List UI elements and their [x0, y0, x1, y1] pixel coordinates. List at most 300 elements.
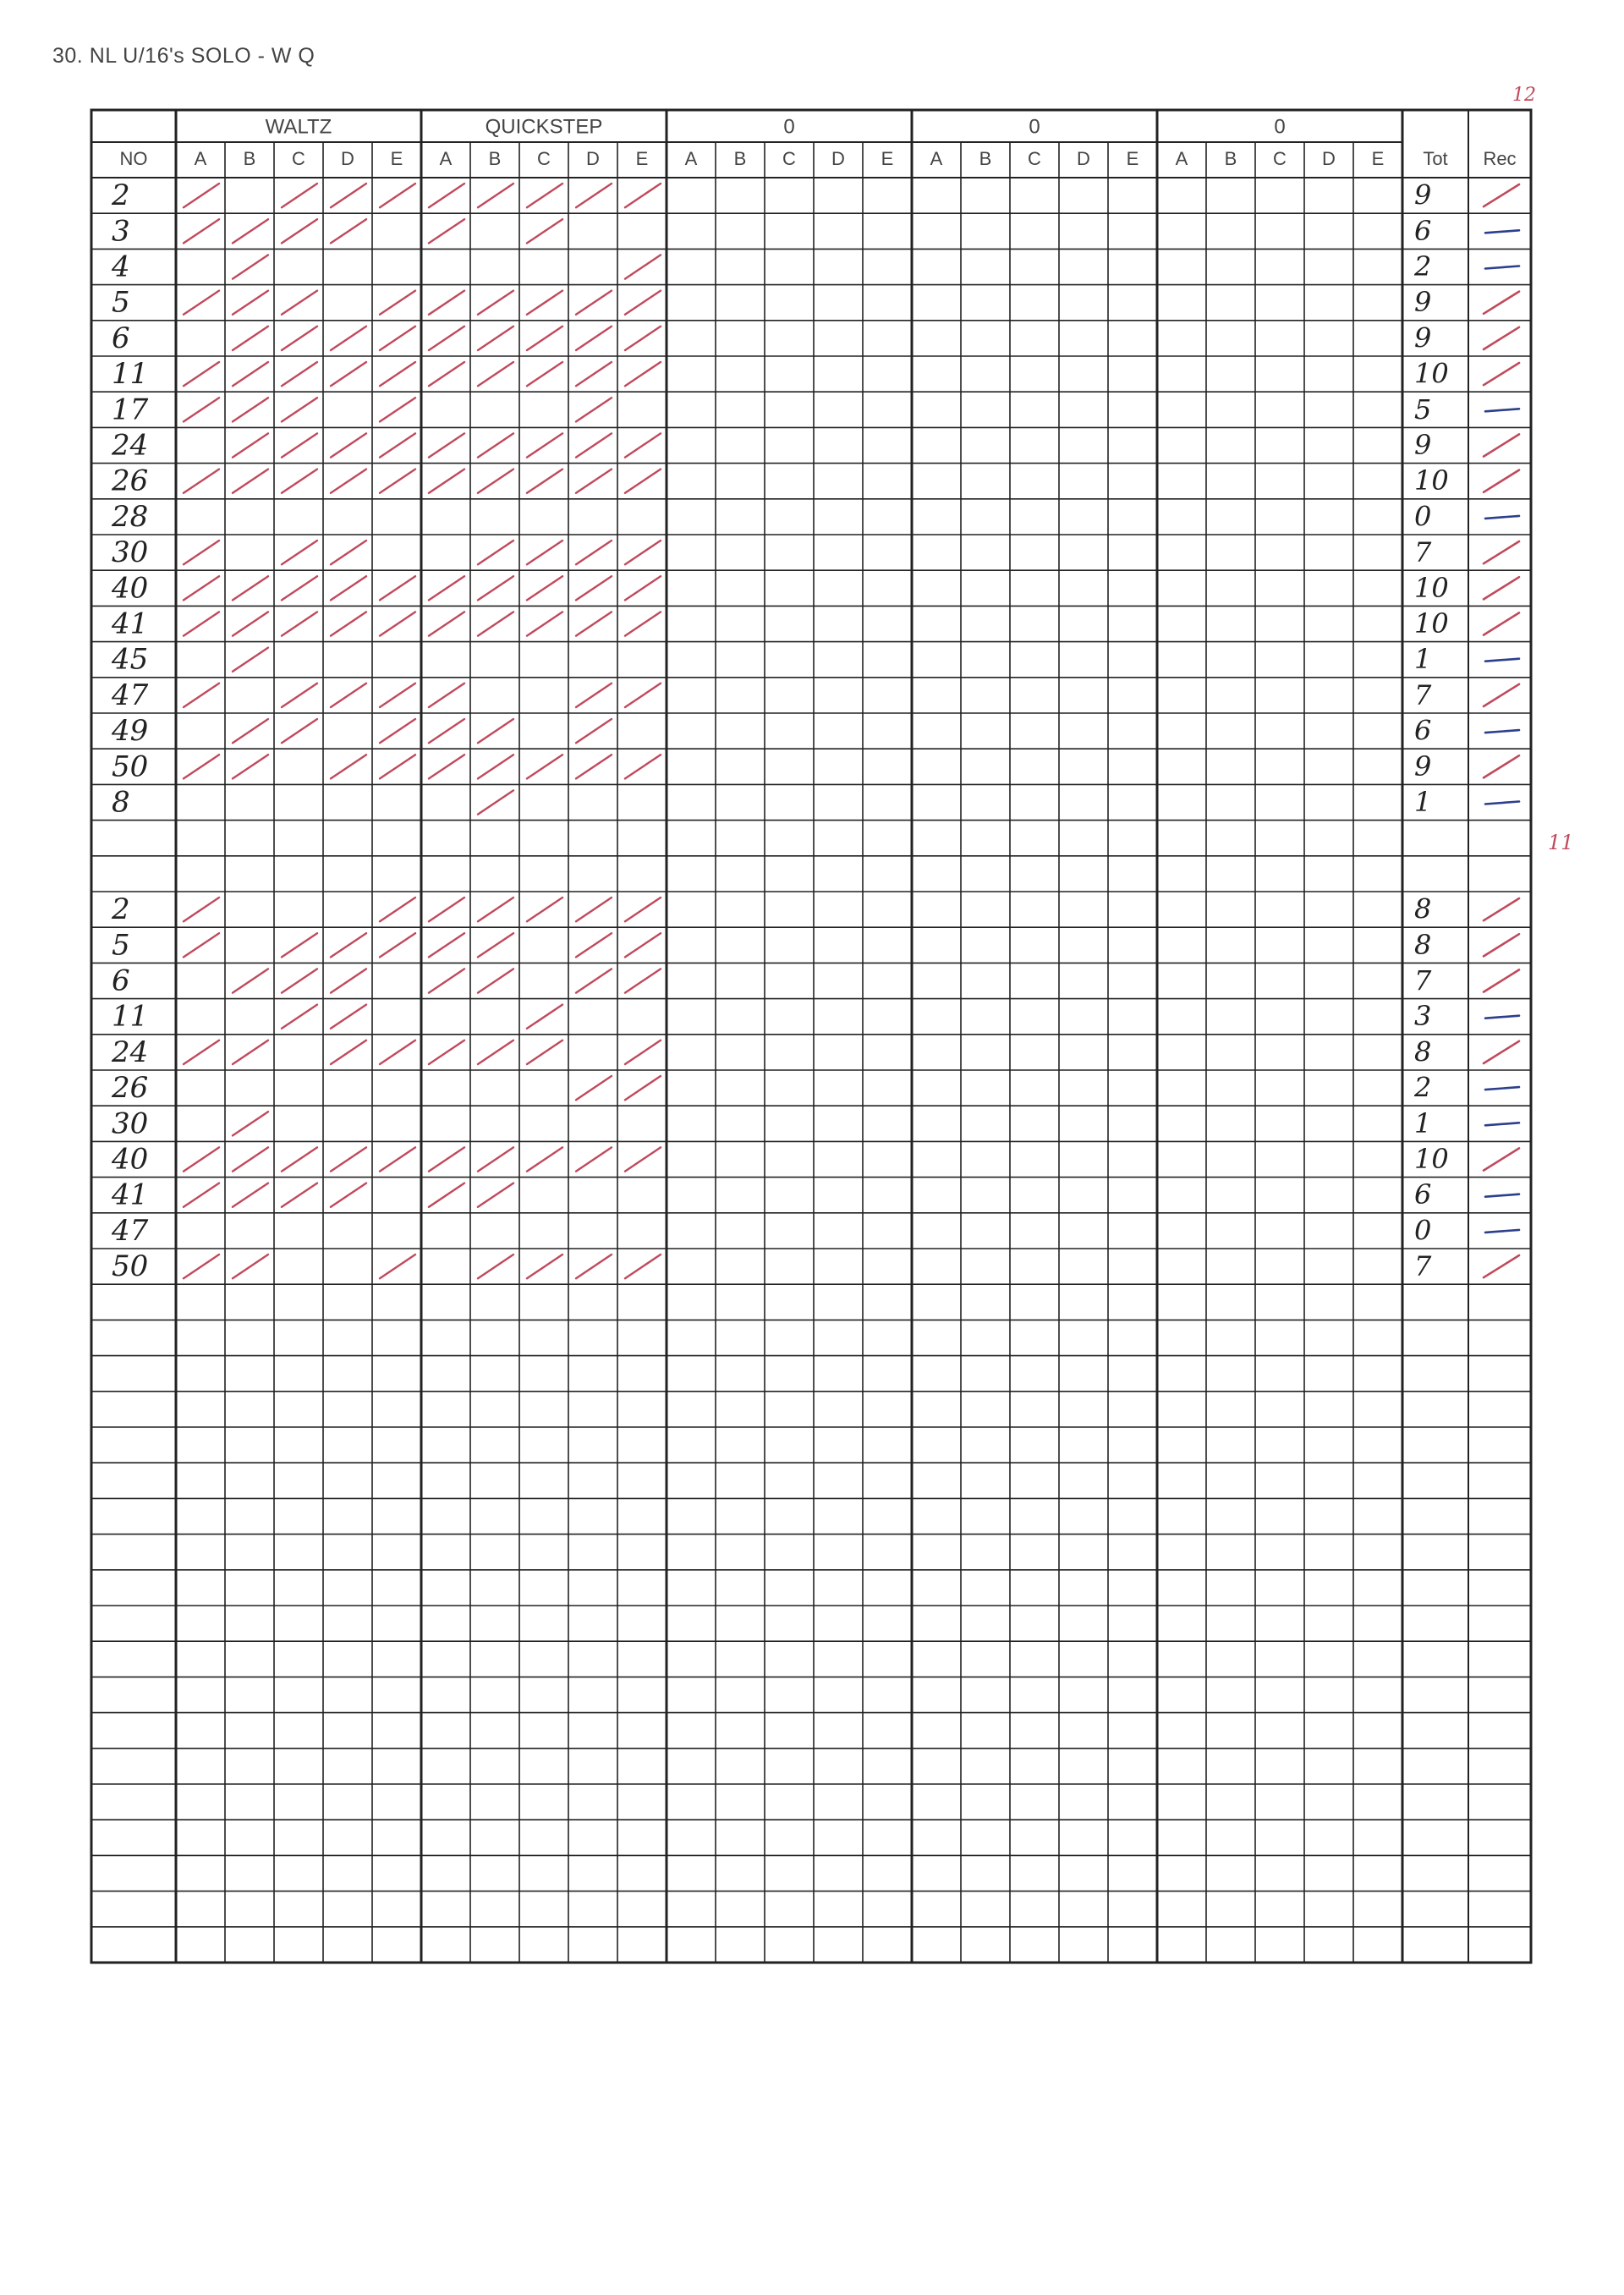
judge-tick-mark — [429, 612, 464, 635]
judge-tick-mark — [478, 933, 513, 957]
judge-tick-mark — [625, 327, 661, 350]
judge-header: A — [439, 147, 453, 169]
competitor-number: 28 — [112, 499, 149, 534]
recall-no-mark — [1485, 516, 1519, 519]
rec-header: Rec — [1483, 147, 1517, 169]
competitor-number: 17 — [112, 393, 149, 427]
judge-tick-mark — [429, 469, 464, 493]
total-score: 6 — [1414, 1178, 1432, 1211]
total-score: 0 — [1414, 1214, 1432, 1247]
judge-tick-mark — [233, 398, 268, 421]
judge-tick-mark — [625, 469, 661, 493]
competitor-number: 2 — [112, 178, 130, 213]
judge-tick-mark — [331, 469, 366, 493]
judge-tick-mark — [233, 755, 268, 778]
judge-tick-mark — [576, 541, 612, 564]
judge-tick-mark — [527, 612, 562, 635]
judge-tick-mark — [625, 969, 661, 992]
competitor-number: 26 — [112, 1071, 149, 1106]
total-score: 8 — [1414, 1035, 1432, 1068]
judge-tick-mark — [576, 1255, 612, 1278]
judge-tick-mark — [625, 933, 661, 957]
judge-tick-mark — [429, 755, 464, 778]
recall-yes-mark — [1484, 292, 1519, 314]
judge-tick-mark — [478, 719, 513, 743]
judge-tick-mark — [478, 541, 513, 564]
judge-header: C — [1273, 147, 1287, 169]
competitor-number: 45 — [112, 642, 149, 677]
judge-tick-mark — [429, 1183, 464, 1207]
recall-no-mark — [1485, 230, 1519, 233]
judge-tick-mark — [527, 541, 562, 564]
judge-tick-mark — [625, 576, 661, 600]
judge-tick-mark — [576, 933, 612, 957]
no-header: NO — [119, 147, 148, 169]
judge-tick-mark — [331, 684, 366, 707]
competitor-number: 6 — [112, 321, 130, 355]
judge-tick-mark — [282, 719, 317, 743]
recall-no-mark — [1485, 1087, 1519, 1090]
judge-tick-mark — [576, 969, 612, 992]
judge-header: D — [831, 147, 845, 169]
judge-tick-mark — [184, 1183, 219, 1207]
judge-tick-mark — [576, 576, 612, 600]
recall-no-mark — [1485, 802, 1519, 804]
judge-tick-mark — [282, 184, 317, 207]
judge-tick-mark — [331, 1005, 366, 1029]
judge-tick-mark — [380, 291, 415, 315]
recall-no-mark — [1485, 266, 1519, 269]
judge-tick-mark — [576, 291, 612, 315]
recall-yes-mark — [1484, 541, 1519, 563]
judge-tick-mark — [625, 255, 661, 278]
total-score: 2 — [1414, 1071, 1432, 1104]
judge-tick-mark — [478, 433, 513, 457]
judge-tick-mark — [478, 576, 513, 600]
judge-tick-mark — [331, 933, 366, 957]
judge-header: D — [341, 147, 354, 169]
recall-no-mark — [1485, 1230, 1519, 1233]
judge-tick-mark — [233, 576, 268, 600]
total-score: 2 — [1414, 250, 1432, 283]
judge-tick-mark — [331, 1147, 366, 1171]
judge-tick-mark — [331, 541, 366, 564]
judge-tick-mark — [380, 469, 415, 493]
total-score: 7 — [1414, 678, 1432, 711]
judge-tick-mark — [576, 1076, 612, 1100]
judge-tick-mark — [380, 612, 415, 635]
judge-header: B — [733, 147, 747, 169]
judge-tick-mark — [478, 184, 513, 207]
recall-yes-mark — [1484, 684, 1519, 706]
judge-tick-mark — [576, 327, 612, 350]
recall-no-mark — [1485, 1123, 1519, 1125]
judge-tick-mark — [184, 541, 219, 564]
judge-header: C — [292, 147, 305, 169]
judge-header: A — [930, 147, 943, 169]
judge-tick-mark — [282, 398, 317, 421]
recall-no-mark — [1485, 1016, 1519, 1018]
total-score: 9 — [1414, 178, 1432, 211]
judge-tick-mark — [331, 612, 366, 635]
judge-tick-mark — [478, 362, 513, 386]
competitor-number: 24 — [112, 428, 149, 463]
judge-tick-mark — [233, 1112, 268, 1135]
judge-tick-mark — [478, 1040, 513, 1064]
recall-yes-mark — [1484, 184, 1519, 206]
judge-tick-mark — [625, 755, 661, 778]
total-score: 10 — [1414, 1143, 1449, 1175]
judge-tick-mark — [429, 219, 464, 243]
judge-tick-mark — [380, 362, 415, 386]
judge-tick-mark — [429, 969, 464, 992]
judge-tick-mark — [380, 1040, 415, 1064]
judge-tick-mark — [184, 684, 219, 707]
judge-header: E — [881, 147, 894, 169]
judge-tick-mark — [184, 933, 219, 957]
judge-tick-mark — [527, 184, 562, 207]
judge-tick-mark — [233, 255, 268, 278]
sheet-border — [91, 110, 1531, 1963]
judge-tick-mark — [478, 1183, 513, 1207]
judge-tick-mark — [282, 327, 317, 350]
total-score: 7 — [1414, 535, 1432, 568]
dance-header: QUICKSTEP — [485, 115, 603, 139]
judge-tick-mark — [429, 184, 464, 207]
judge-tick-mark — [331, 1040, 366, 1064]
competitor-number: 11 — [112, 357, 149, 392]
judge-header: B — [243, 147, 256, 169]
judge-tick-mark — [233, 433, 268, 457]
total-score: 3 — [1414, 1000, 1432, 1033]
total-score: 1 — [1414, 643, 1432, 676]
total-score: 6 — [1414, 714, 1432, 747]
judge-tick-mark — [233, 969, 268, 992]
judge-tick-mark — [380, 576, 415, 600]
judge-header: C — [537, 147, 551, 169]
page-title: 30. NL U/16's SOLO - W Q — [52, 44, 315, 68]
dance-header: 0 — [1274, 115, 1286, 139]
recall-no-mark — [1485, 730, 1519, 733]
judge-tick-mark — [282, 541, 317, 564]
judge-tick-mark — [233, 1147, 268, 1171]
recall-yes-mark — [1484, 1148, 1519, 1170]
judge-tick-mark — [282, 291, 317, 315]
judge-tick-mark — [331, 362, 366, 386]
judge-tick-mark — [429, 1147, 464, 1171]
judge-tick-mark — [282, 362, 317, 386]
judge-tick-mark — [478, 612, 513, 635]
recall-yes-mark — [1484, 755, 1519, 777]
judge-tick-mark — [478, 898, 513, 921]
judge-tick-mark — [184, 576, 219, 600]
judge-tick-mark — [184, 291, 219, 315]
dance-header: 0 — [783, 115, 795, 139]
judge-tick-mark — [527, 1255, 562, 1278]
judge-tick-mark — [184, 1040, 219, 1064]
competitor-number: 4 — [112, 250, 130, 284]
judge-tick-mark — [429, 291, 464, 315]
competitor-number: 40 — [112, 1142, 149, 1177]
total-score: 9 — [1414, 429, 1432, 461]
competitor-number: 2 — [112, 892, 130, 927]
judge-header: B — [488, 147, 502, 169]
judge-tick-mark — [184, 398, 219, 421]
recall-yes-mark — [1484, 327, 1519, 349]
recall-no-mark — [1485, 1194, 1519, 1197]
dance-header: 0 — [1029, 115, 1040, 139]
judge-tick-mark — [282, 969, 317, 992]
total-score: 6 — [1414, 214, 1432, 247]
judge-tick-mark — [380, 933, 415, 957]
judge-tick-mark — [576, 398, 612, 421]
judge-tick-mark — [576, 433, 612, 457]
judge-tick-mark — [380, 327, 415, 350]
total-score: 7 — [1414, 1249, 1432, 1282]
judge-tick-mark — [527, 327, 562, 350]
judge-tick-mark — [527, 1040, 562, 1064]
judge-header: B — [979, 147, 992, 169]
total-score: 9 — [1414, 749, 1432, 782]
total-score: 10 — [1414, 464, 1449, 497]
judge-tick-mark — [527, 291, 562, 315]
competitor-number: 26 — [112, 464, 149, 498]
recall-yes-mark — [1484, 612, 1519, 634]
judge-tick-mark — [184, 1255, 219, 1278]
judge-tick-mark — [380, 433, 415, 457]
judge-tick-mark — [282, 1005, 317, 1029]
judge-header: C — [1028, 147, 1041, 169]
judge-tick-mark — [331, 576, 366, 600]
judge-tick-mark — [429, 327, 464, 350]
judge-tick-mark — [380, 184, 415, 207]
judge-tick-mark — [478, 790, 513, 814]
competitor-number: 50 — [112, 1249, 149, 1284]
judge-tick-mark — [429, 433, 464, 457]
competitor-number: 41 — [112, 607, 149, 641]
judge-tick-mark — [576, 755, 612, 778]
judge-tick-mark — [576, 719, 612, 743]
total-score: 5 — [1414, 393, 1432, 426]
judge-tick-mark — [331, 219, 366, 243]
judge-tick-mark — [527, 362, 562, 386]
judge-tick-mark — [282, 576, 317, 600]
competitor-number: 5 — [112, 285, 130, 320]
judge-tick-mark — [429, 719, 464, 743]
competitor-number: 49 — [112, 714, 149, 749]
judge-header: A — [1175, 147, 1188, 169]
competitor-number: 8 — [112, 785, 130, 820]
judge-tick-mark — [380, 898, 415, 921]
competitor-number: 5 — [112, 928, 130, 963]
competitor-number: 30 — [112, 535, 149, 570]
judge-tick-mark — [527, 1147, 562, 1171]
total-score: 0 — [1414, 500, 1432, 533]
judge-tick-mark — [625, 684, 661, 707]
competitor-number: 47 — [112, 678, 149, 712]
judge-tick-mark — [527, 1005, 562, 1029]
judge-tick-mark — [527, 433, 562, 457]
judge-tick-mark — [625, 1255, 661, 1278]
judge-tick-mark — [184, 184, 219, 207]
recall-yes-mark — [1484, 470, 1519, 492]
total-score: 10 — [1414, 357, 1449, 390]
total-score: 1 — [1414, 786, 1432, 818]
judge-tick-mark — [380, 719, 415, 743]
judge-tick-mark — [233, 362, 268, 386]
judge-header: B — [1224, 147, 1237, 169]
judge-tick-mark — [429, 576, 464, 600]
judge-tick-mark — [478, 755, 513, 778]
total-score: 9 — [1414, 321, 1432, 354]
judge-tick-mark — [478, 1255, 513, 1278]
judge-tick-mark — [380, 684, 415, 707]
judge-tick-mark — [380, 1147, 415, 1171]
judge-tick-mark — [282, 1147, 317, 1171]
judge-tick-mark — [184, 1147, 219, 1171]
dance-header: WALTZ — [265, 115, 332, 139]
judge-tick-mark — [625, 1040, 661, 1064]
judge-tick-mark — [380, 1255, 415, 1278]
judge-tick-mark — [331, 1183, 366, 1207]
judge-tick-mark — [625, 1147, 661, 1171]
competitor-number: 11 — [112, 999, 149, 1034]
recall-yes-mark — [1484, 934, 1519, 956]
judge-header: C — [782, 147, 796, 169]
judge-header: A — [194, 147, 207, 169]
judge-header: E — [635, 147, 649, 169]
competitor-number: 3 — [112, 214, 130, 249]
judge-header: A — [684, 147, 698, 169]
judge-header: E — [1371, 147, 1385, 169]
judge-tick-mark — [233, 219, 268, 243]
judge-tick-mark — [478, 969, 513, 992]
judge-tick-mark — [527, 219, 562, 243]
judge-header: E — [1126, 147, 1139, 169]
judge-tick-mark — [576, 612, 612, 635]
judge-tick-mark — [184, 612, 219, 635]
recall-no-mark — [1485, 659, 1519, 662]
margin-note-side: 11 — [1548, 831, 1574, 854]
judge-tick-mark — [184, 362, 219, 386]
recall-yes-mark — [1484, 969, 1519, 991]
total-score: 8 — [1414, 928, 1432, 961]
judge-tick-mark — [478, 469, 513, 493]
judge-tick-mark — [380, 755, 415, 778]
judge-tick-mark — [233, 719, 268, 743]
judge-tick-mark — [576, 1147, 612, 1171]
competitor-number: 24 — [112, 1035, 149, 1069]
total-score: 10 — [1414, 571, 1449, 604]
recall-yes-mark — [1484, 577, 1519, 599]
judge-tick-mark — [429, 1040, 464, 1064]
judge-tick-mark — [625, 612, 661, 635]
judge-tick-mark — [527, 755, 562, 778]
judge-tick-mark — [429, 933, 464, 957]
recall-yes-mark — [1484, 434, 1519, 456]
recall-no-mark — [1485, 409, 1519, 411]
judge-tick-mark — [282, 433, 317, 457]
judge-tick-mark — [576, 898, 612, 921]
competitor-number: 40 — [112, 571, 149, 606]
judge-tick-mark — [282, 1183, 317, 1207]
judge-tick-mark — [282, 933, 317, 957]
recall-yes-mark — [1484, 1041, 1519, 1063]
total-score: 9 — [1414, 286, 1432, 319]
judge-tick-mark — [233, 469, 268, 493]
judge-tick-mark — [331, 755, 366, 778]
judge-tick-mark — [184, 755, 219, 778]
judge-tick-mark — [576, 684, 612, 707]
judge-tick-mark — [184, 898, 219, 921]
judge-tick-mark — [576, 184, 612, 207]
total-score: 10 — [1414, 607, 1449, 640]
competitor-number: 47 — [112, 1213, 149, 1248]
judge-tick-mark — [233, 327, 268, 350]
judge-tick-mark — [233, 1183, 268, 1207]
judge-tick-mark — [527, 898, 562, 921]
competitor-number: 41 — [112, 1178, 149, 1212]
judge-header: D — [1077, 147, 1090, 169]
judge-tick-mark — [282, 684, 317, 707]
judge-tick-mark — [478, 327, 513, 350]
recall-yes-mark — [1484, 898, 1519, 920]
judge-tick-mark — [331, 327, 366, 350]
competitor-number: 30 — [112, 1106, 149, 1141]
judge-tick-mark — [625, 1076, 661, 1100]
margin-note-top: 12 — [1512, 85, 1536, 106]
judge-tick-mark — [233, 612, 268, 635]
judge-tick-mark — [527, 469, 562, 493]
judge-header: D — [1322, 147, 1336, 169]
judge-tick-mark — [331, 184, 366, 207]
judge-tick-mark — [331, 969, 366, 992]
judge-tick-mark — [429, 684, 464, 707]
judge-tick-mark — [184, 219, 219, 243]
judge-tick-mark — [625, 541, 661, 564]
judge-tick-mark — [625, 184, 661, 207]
judge-tick-mark — [576, 362, 612, 386]
tot-header: Tot — [1423, 147, 1448, 169]
judge-tick-mark — [625, 362, 661, 386]
judge-tick-mark — [429, 898, 464, 921]
judge-tick-mark — [331, 433, 366, 457]
judge-tick-mark — [233, 1040, 268, 1064]
total-score: 7 — [1414, 964, 1432, 997]
competitor-number: 6 — [112, 964, 130, 998]
total-score: 8 — [1414, 892, 1432, 925]
total-score: 1 — [1414, 1106, 1432, 1139]
judge-header: D — [586, 147, 600, 169]
judge-tick-mark — [282, 219, 317, 243]
judge-tick-mark — [576, 469, 612, 493]
judge-header: E — [390, 147, 403, 169]
judge-tick-mark — [625, 898, 661, 921]
competitor-number: 50 — [112, 749, 149, 784]
judge-tick-mark — [233, 291, 268, 315]
judge-tick-mark — [478, 1147, 513, 1171]
judge-tick-mark — [282, 469, 317, 493]
judge-tick-mark — [429, 362, 464, 386]
judge-tick-mark — [527, 576, 562, 600]
judge-tick-mark — [184, 469, 219, 493]
judge-tick-mark — [478, 291, 513, 315]
recall-yes-mark — [1484, 1255, 1519, 1277]
judge-tick-mark — [233, 1255, 268, 1278]
judge-tick-mark — [625, 291, 661, 315]
judge-tick-mark — [233, 648, 268, 672]
judge-tick-mark — [380, 398, 415, 421]
